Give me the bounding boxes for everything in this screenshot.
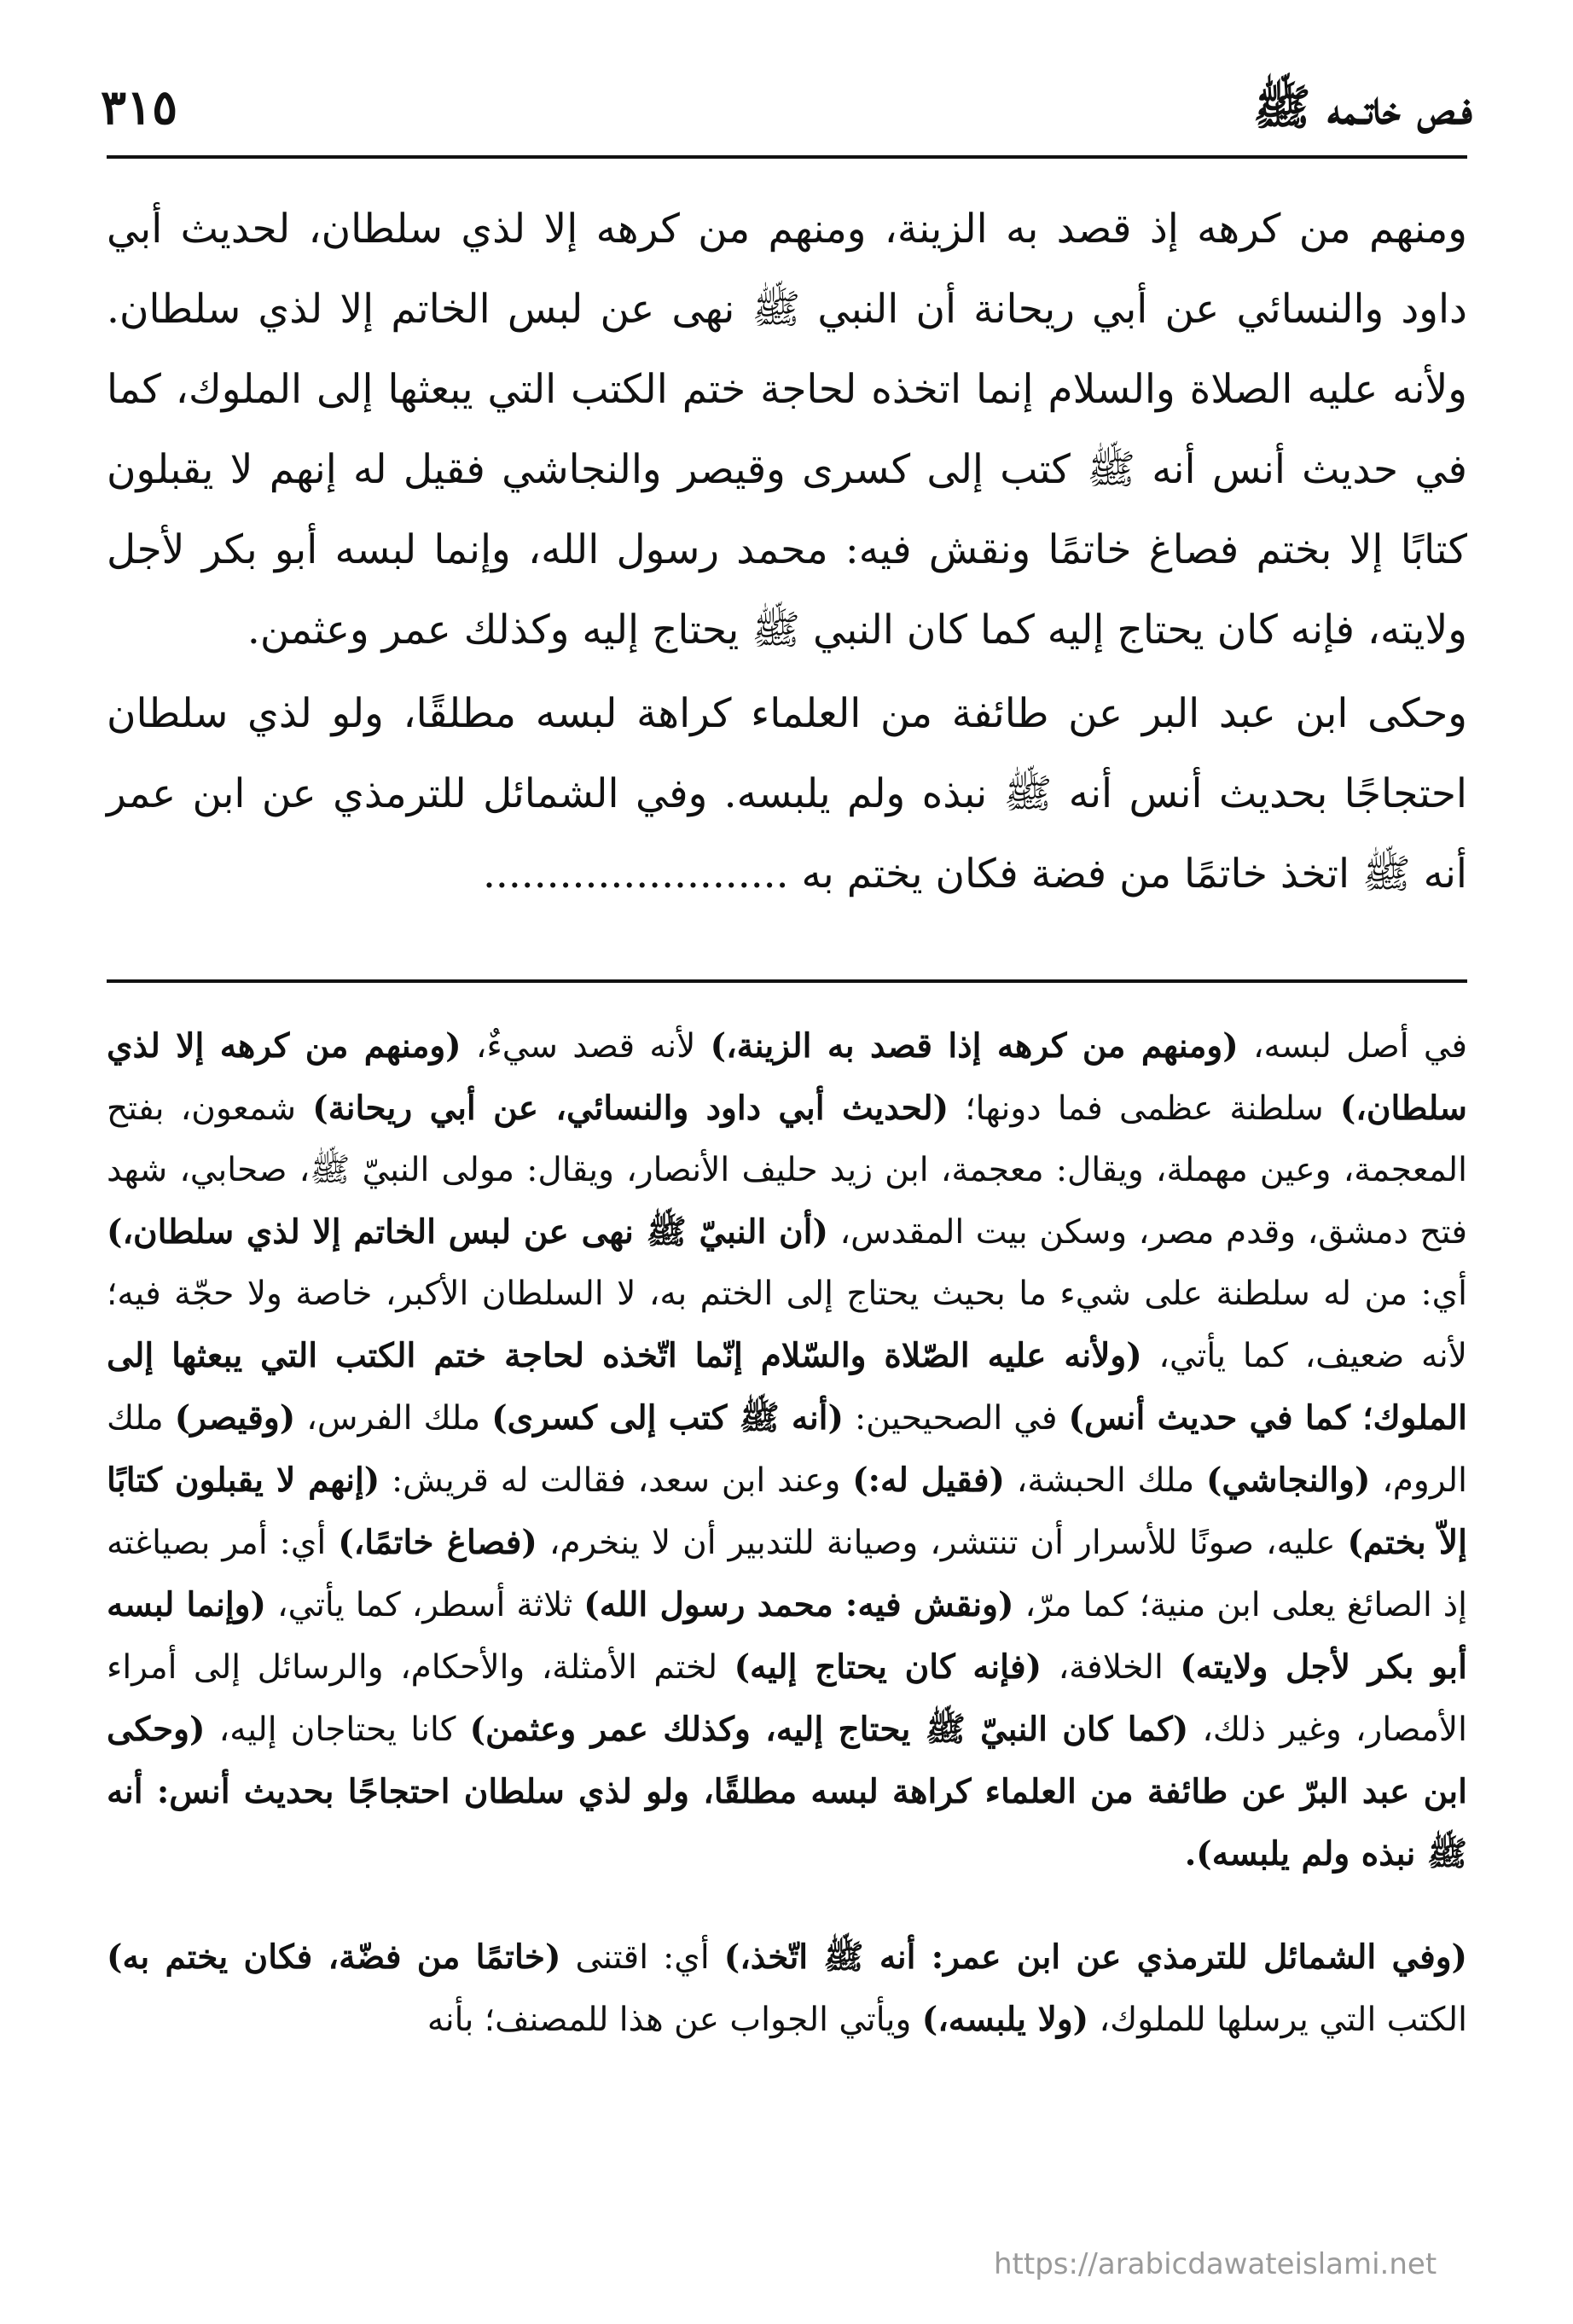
- quoted-main-text: (أنه ﷺ كتب إلى كسرى): [491, 1398, 844, 1438]
- trailing-dots: ........................: [482, 851, 789, 898]
- commentary-text: في الصحيحين:: [843, 1399, 1069, 1438]
- commentary-divider: [107, 979, 1467, 983]
- quoted-main-text: (وفي الشمائل للترمذي عن ابن عمر: أنه ﷺ اتّخذ،): [723, 1938, 1467, 1977]
- quoted-main-text: (ولا يلبسه،): [921, 2000, 1089, 2039]
- quoted-main-text: (ونقش فيه: محمد رسول الله): [583, 1585, 1014, 1624]
- commentary-block: [107, 1015, 1467, 2051]
- commentary-text: لأنه قصد سيءٌ،: [461, 1027, 711, 1066]
- commentary-text: أي: اقتنى: [560, 1938, 724, 1977]
- commentary-text: في أصل لبسه،: [1238, 1027, 1467, 1066]
- main-paragraph: [107, 674, 1467, 915]
- quoted-main-text: (وحكى ابن عبد البرّ عن طائفة من العلماء كراهة لبسه مطلقًا، ولو لذي سلطان احتجاجًا بحديث أنس: أنه ﷺ نبذه ولم يلبسه).: [107, 1710, 1467, 1874]
- commentary-text: شمعون، بفتح المعجمة، وعين مهملة، ويقال: معجمة، ابن زيد حليف الأنصار، ويقال: مولى النبيّ ﷺ، صحابي، شهد فتح دمشق، وقدم مصر، وسكن بيت المقدس،: [107, 1089, 1467, 1252]
- main-paragraph: ومنهم من كرهه إذ قصد به الزينة، ومنهم من كرهه إلا لذي سلطان، لحديث أبي داود والنسائي عن أبي ريحانة أن النبي ﷺ نهى عن لبس الخاتم إلا لذي سلطان. ولأنه عليه الصلاة والسلام إنما اتخذه لحاجة ختم الكتب التي يبعثها إلى الملوك، كما في حديث أنس أنه ﷺ كتب إلى كسرى وقيصر والنجاشي فقيل له إنهم لا يقبلون كتابًا إلا بختم فصاغ خاتمًا ونقش فيه: محمد رسول الله، وإنما لبسه أبو بكر لأجل ولايته، فإنه كان يحتاج إليه كما كان النبي ﷺ يحتاج إليه وكذلك عمر وعثمن.: [107, 206, 1467, 654]
- quoted-main-text: (ومنهم من كرهه إذا قصد به الزينة،): [710, 1026, 1239, 1066]
- quoted-main-text: (والنجاشي): [1205, 1461, 1371, 1500]
- commentary-text: أي: أمر بصياغته إذ الصائغ يعلى ابن منية؛ كما مرّ،: [107, 1524, 1467, 1624]
- commentary-paragraph: [107, 1926, 1467, 2051]
- quoted-main-text: (وقيصر): [174, 1398, 296, 1438]
- quoted-main-text: (فإنه كان يحتاج إليه): [734, 1647, 1042, 1687]
- commentary-text: لختم الأمثلة، والأحكام، والرسائل إلى أمراء الأمصار، وغير ذلك،: [107, 1648, 1467, 1749]
- main-paragraph-text: وحكى ابن عبد البر عن طائفة من العلماء كراهة لبسه مطلقًا، ولو لذي سلطان احتجاجًا بحديث أنس أنه ﷺ نبذه ولم يلبسه. وفي الشمائل للترمذي عن ابن عمر أنه ﷺ اتخذ خاتمًا من فضة فكان يختم به: [107, 690, 1467, 898]
- quoted-main-text: (وإنما لبسه أبو بكر لأجل ولايته): [107, 1585, 1467, 1687]
- commentary-paragraph: [107, 1015, 1467, 1885]
- quoted-main-text: (فقيل له:): [852, 1461, 1005, 1500]
- commentary-text: الكتب التي يرسلها للملوك،: [1088, 2001, 1467, 2039]
- quoted-main-text: (خاتمًا من فضّة، فكان يختم به): [107, 1938, 561, 1977]
- quoted-main-text: (كما كان النبيّ ﷺ يحتاج إليه، وكذلك عمر وعثمن): [469, 1710, 1189, 1749]
- commentary-text: ويأتي الجواب عن هذا للمصنف؛ بأنه: [427, 2001, 922, 2039]
- commentary-text: أي: من له سلطنة على شيء ما بحيث يحتاج إلى الختم به، لا السلطان الأكبر، خاصة ولا حجّة فيه؛ لأنه ضعيف، كما يأتي،: [107, 1275, 1467, 1375]
- commentary-text: ملك الفرس،: [295, 1399, 492, 1438]
- quoted-main-text: (فصاغ خاتمًا،): [338, 1523, 537, 1562]
- running-header-title: فـص خاتـمه ﷺ: [1253, 79, 1472, 136]
- commentary-text: سلطنة عظمى فما دونها؛: [949, 1089, 1340, 1128]
- commentary-text: ملك الحبشة،: [1004, 1461, 1206, 1500]
- commentary-text: الخلافة،: [1042, 1648, 1181, 1687]
- quoted-main-text: (ومنهم من كرهه إلا لذي سلطان،): [107, 1026, 1467, 1128]
- quoted-main-text: (أن النبيّ ﷺ نهى عن لبس الخاتم إلا لذي سلطان،): [107, 1212, 828, 1252]
- commentary-text: وعند ابن سعد، فقالت له قريش:: [380, 1461, 853, 1500]
- quoted-main-text: (ولأنه عليه الصّلاة والسّلام إنّما اتّخذه لحاجة ختم الكتب التي يبعثها إلى الملوك؛ كما في حديث أنس): [107, 1336, 1467, 1438]
- main-text-block: [107, 189, 1467, 915]
- page-number: ٣١٥: [101, 79, 178, 136]
- commentary-text: عليه، صونًا للأسرار أن تنتشر، وصيانة للتدبير أن لا ينخرم،: [537, 1524, 1348, 1562]
- commentary-text: ملك الروم،: [107, 1399, 1468, 1500]
- commentary-text: كانا يحتاجان إليه،: [205, 1711, 470, 1749]
- commentary-text: ثلاثة أسطر، كما يأتي،: [265, 1586, 584, 1624]
- quoted-main-text: (إنهم لا يقبلون كتابًا إلاّ بختم): [107, 1461, 1467, 1562]
- quoted-main-text: (لحديث أبي داود والنسائي، عن أبي ريحانة): [312, 1089, 949, 1128]
- source-watermark: https://arabicdawateislami.net: [994, 2247, 1437, 2281]
- header-divider: [107, 155, 1467, 159]
